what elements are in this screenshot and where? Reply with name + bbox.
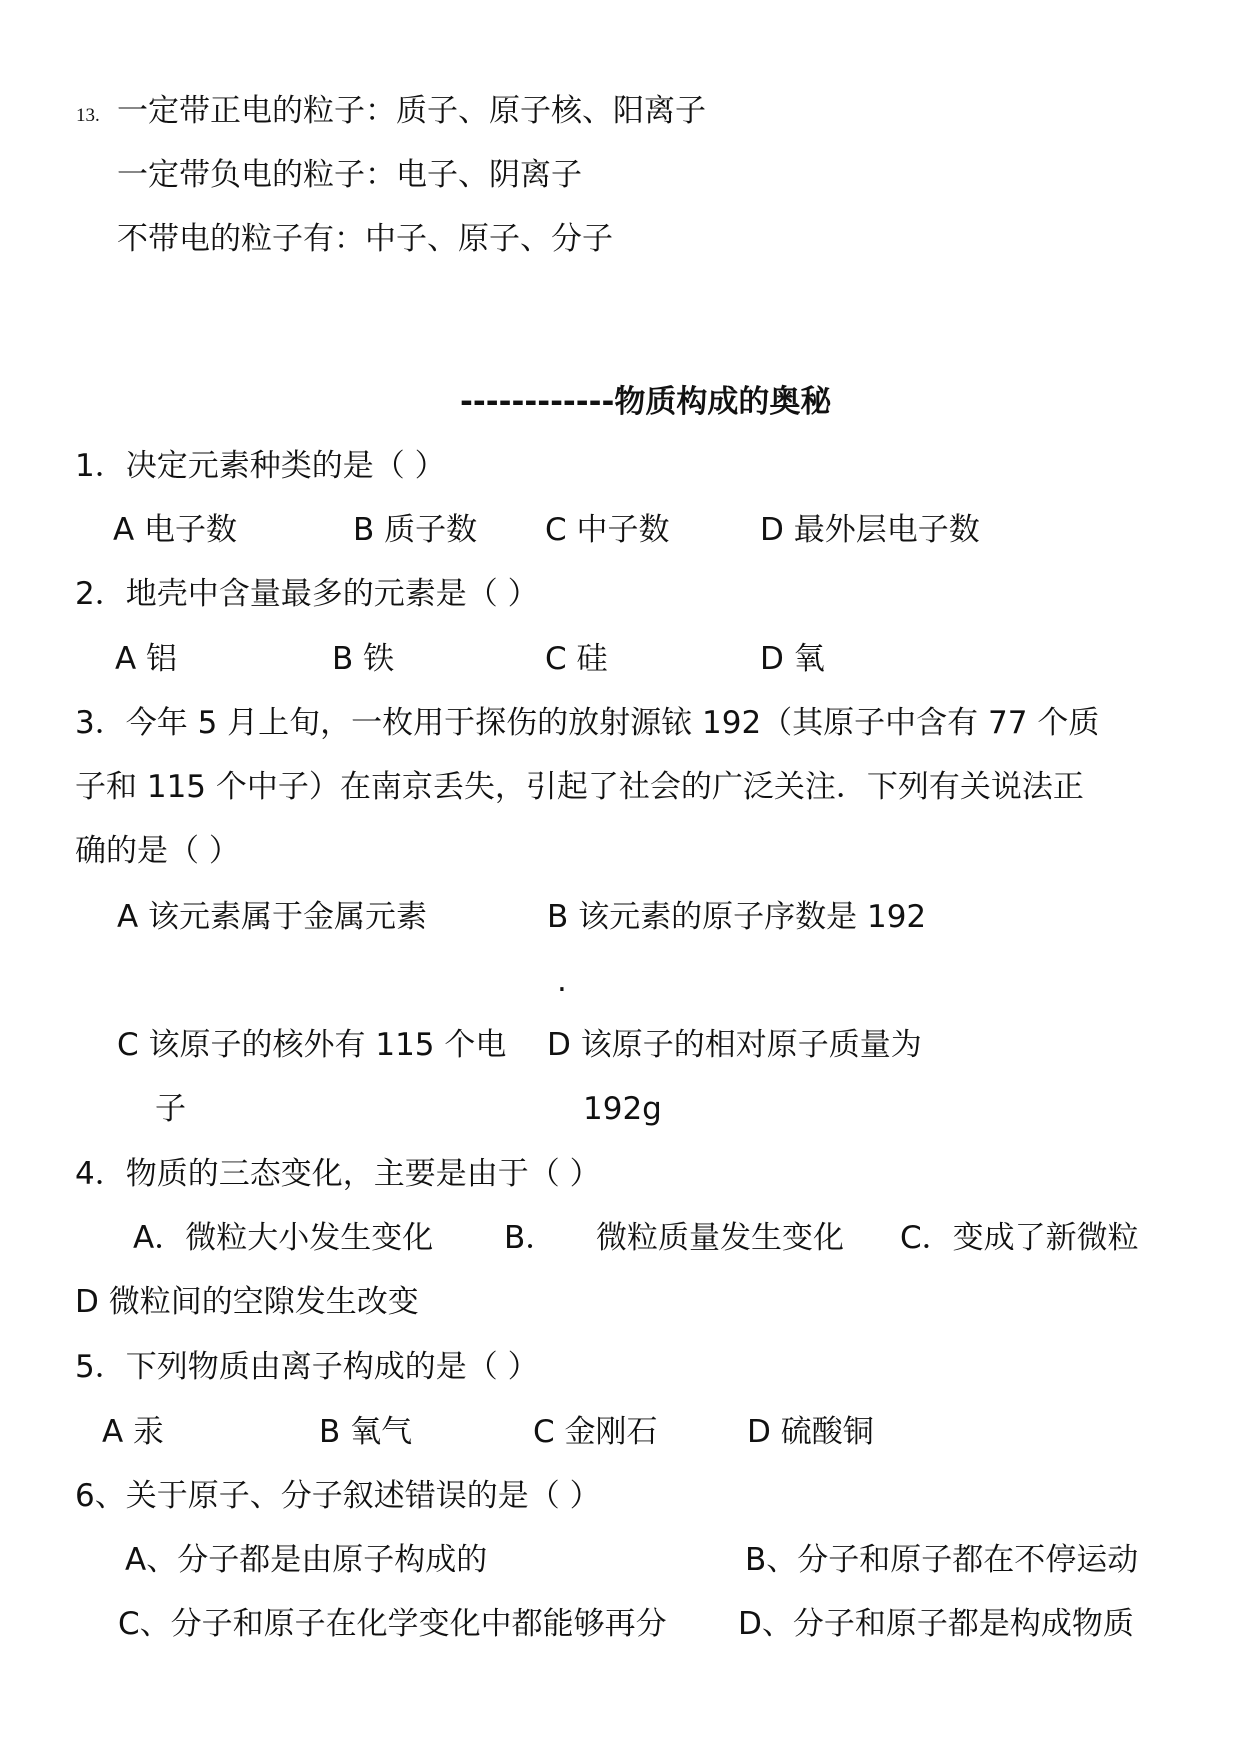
q2-option-c: C 硅	[545, 641, 608, 677]
q3-option-a: A 该元素属于金属元素	[117, 899, 428, 935]
q3-option-b: B 该元素的原子序数是 192	[547, 899, 927, 935]
q3-option-d-line-2: 192g	[583, 1091, 662, 1127]
q3-stem-line-1: 3．今年 5 月上旬，一枚用于探伤的放射源铱 192（其原子中含有 77 个质	[75, 705, 1100, 741]
q2-option-a: A 铝	[115, 641, 178, 677]
q4-option-b-letter: B．	[504, 1220, 557, 1256]
q5-option-a: A 汞	[102, 1414, 165, 1450]
q2-option-b: B 铁	[332, 641, 395, 677]
q1-option-a: A 电子数	[113, 512, 238, 548]
q4-stem: 4．物质的三态变化，主要是由于（ ）	[75, 1156, 601, 1192]
q1-option-c: C 中子数	[545, 512, 670, 548]
item-number-13: 13.	[76, 105, 100, 126]
q1-stem: 1．决定元素种类的是（ ）	[75, 448, 446, 484]
section-title: ------------物质构成的奥秘	[460, 384, 832, 420]
prev-item-line-2: 一定带负电的粒子：电子、阴离子	[117, 157, 582, 193]
q2-stem: 2．地壳中含量最多的元素是（ ）	[75, 576, 539, 612]
q1-option-d: D 最外层电子数	[760, 512, 980, 548]
prev-item-line-3: 不带电的粒子有：中子、原子、分子	[117, 221, 613, 257]
q3-stem-line-2: 子和 115 个中子）在南京丢失，引起了社会的广泛关注．下列有关说法正	[75, 769, 1084, 805]
q6-option-d: D、分子和原子都是构成物质	[738, 1606, 1134, 1642]
q1-option-b: B 质子数	[353, 512, 478, 548]
q4-option-a: A．微粒大小发生变化	[133, 1220, 434, 1256]
prev-item-line-1: 一定带正电的粒子：质子、原子核、阳离子	[117, 93, 706, 129]
q6-option-c: C、分子和原子在化学变化中都能够再分	[118, 1606, 667, 1642]
q5-stem: 5．下列物质由离子构成的是（ ）	[75, 1349, 539, 1385]
q3-option-c-line-1: C 该原子的核外有 115 个电	[117, 1027, 507, 1063]
q5-option-c: C 金刚石	[533, 1414, 658, 1450]
q4-option-b-text: 微粒质量发生变化	[596, 1220, 844, 1256]
q3-option-d-line-1: D 该原子的相对原子质量为	[547, 1027, 922, 1063]
q3-stem-line-3: 确的是（ ）	[75, 833, 240, 869]
q4-option-d: D 微粒间的空隙发生改变	[75, 1284, 419, 1320]
q3-option-c-line-2: 子	[155, 1091, 186, 1127]
q5-option-b: B 氧气	[319, 1414, 413, 1450]
q5-option-d: D 硫酸铜	[747, 1414, 874, 1450]
q6-stem: 6、关于原子、分子叙述错误的是（ ）	[75, 1478, 601, 1514]
q6-option-a: A、分子都是由原子构成的	[125, 1542, 488, 1578]
q2-option-d: D 氧	[760, 641, 825, 677]
q6-option-b: B、分子和原子都在不停运动	[745, 1542, 1139, 1578]
q4-option-c: C．变成了新微粒	[900, 1220, 1139, 1256]
q3-dot: .	[557, 963, 567, 999]
